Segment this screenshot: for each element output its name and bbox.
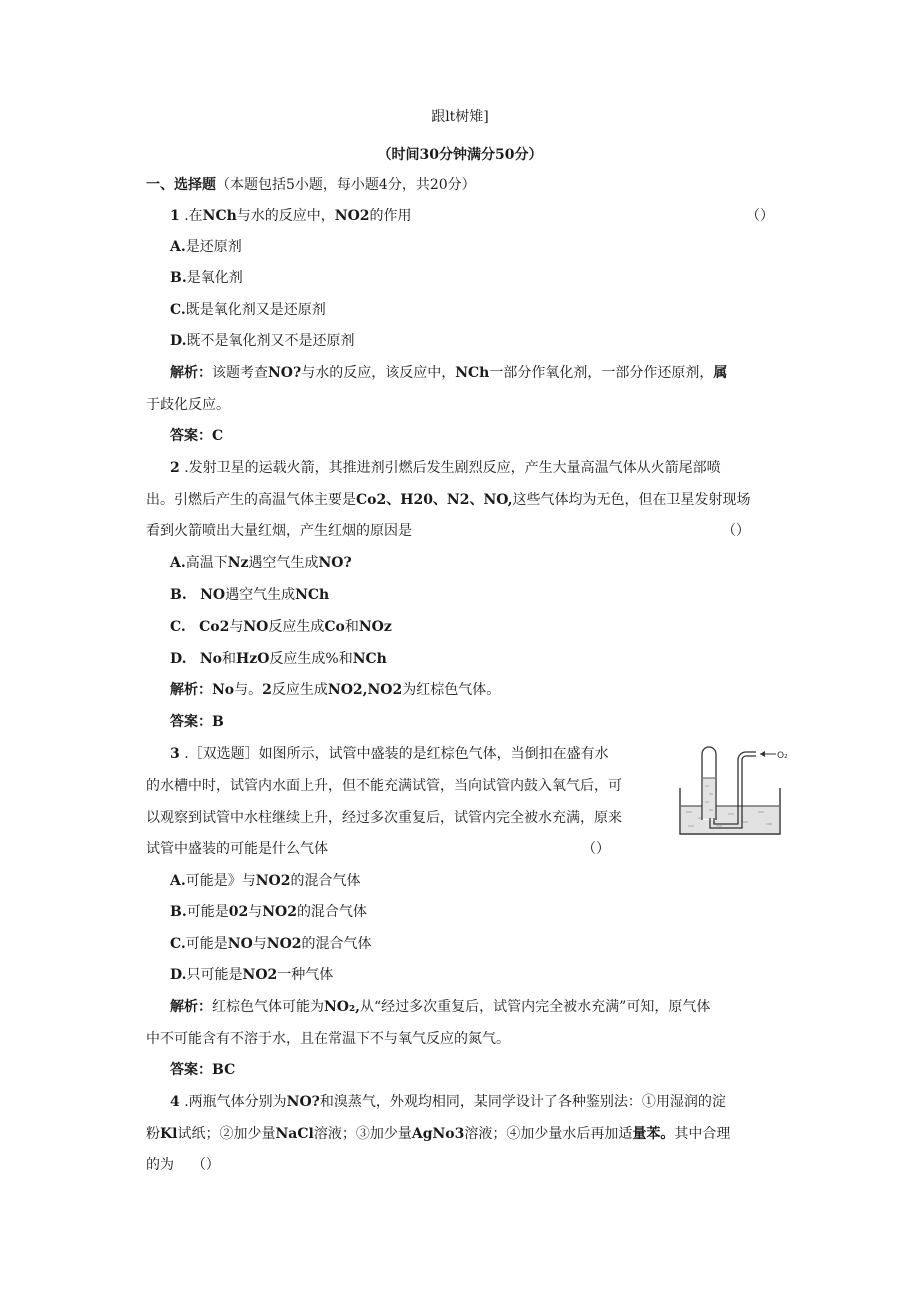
analysis-label: 解析： [170,682,212,698]
option-text: 与 [252,936,267,952]
q2-text: 出。引燃后产生的高温气体主要是 [146,492,356,508]
option-text: 的混合气体 [301,936,372,952]
q2-stem-line3: 看到火箭喷出大量红烟，产生红烟的原因是 [146,523,412,539]
option-text: 既是氧化剂又是还原剂 [185,302,326,318]
q3-stem-line1 [170,745,609,763]
section-label: 一、选择题 [146,177,216,193]
q2-answer [170,713,224,731]
q4-answer-paren: （） [191,1157,220,1173]
q2-answer-paren: （） [722,523,750,539]
apparatus-figure [676,740,786,840]
q1-option-c [170,301,326,319]
section-note: （本题包括5小题，每小题4分，共20分） [216,177,476,193]
option-formula: NO [243,619,269,635]
option-letter: A. [170,555,186,571]
analysis-text: 一部分作氧化剂，一部分作还原剂， [489,365,714,381]
option-letter: A. [170,239,186,255]
q4-number: 4 [170,1094,180,1110]
analysis-label: 解析： [170,365,212,381]
analysis-label: 解析： [170,999,212,1015]
analysis-formula: No [212,682,235,698]
q4-text: 溶液；③加少量 [313,1126,412,1142]
option-formula: 02 [228,904,249,920]
q1-stem-text: .在 [179,208,203,224]
option-letter: B. [170,587,187,603]
analysis-formula: NCh [455,365,490,381]
q3-text: 如图所示，试管中盛装的是红棕色气体，当倒扣在盛有水 [258,746,609,762]
analysis-formula: NO2,NO2 [327,682,403,698]
option-text: 一种气体 [277,967,334,983]
q4-stem-line2 [146,1125,730,1143]
analysis-text: 与。 [234,682,263,698]
option-text: 是还原剂 [185,239,242,255]
q2-option-b [170,586,329,604]
q4-text: 试纸；②加少量 [177,1126,276,1142]
option-text: 的混合气体 [296,904,367,920]
q1-answer-paren: （） [746,208,774,224]
option-text: 和 [344,619,359,635]
option-text: 反应生成%和 [269,651,353,667]
option-text: 是氧化剂 [186,270,243,286]
q1-stem-formula-2: NO2 [334,208,370,224]
figure-o2-label: O₂ [777,751,788,761]
q2-stem-line2 [146,491,751,509]
q4-text-bold: 量苯。 [632,1126,675,1142]
q4-formula: Kl [160,1126,178,1142]
q2-option-a [170,554,352,572]
option-formula: Co2 [199,619,230,635]
option-text: 只可能是 [186,967,243,983]
analysis-text: 该题考查 [212,365,268,381]
q3-number: 3 [170,746,180,762]
option-formula: NO2 [262,904,297,920]
q4-text: 溶液；④加少量水后再加适 [464,1126,633,1142]
analysis-text: 反应生成 [271,682,328,698]
q4-text: .两瓶气体分别为 [179,1094,287,1110]
option-text: 既不是氧化剂又不是还原剂 [186,333,355,349]
option-letter: D. [170,333,187,349]
option-text: 遇空气生成 [225,587,296,603]
analysis-text: 从“经过多次重复后，试管内完全被水充满”可知，原气体 [360,999,711,1015]
option-formula: NO? [318,555,352,571]
option-formula: HzO [236,651,270,667]
q1-number: 1 [170,208,180,224]
q2-text: .发射卫星的运载火箭，其推进剂引燃后发生剧烈反应，产生大量高温气体从火箭尾部喷 [179,460,721,476]
option-text: 可能是》与 [185,873,256,889]
page-title: 跟lt树雉] [431,109,489,125]
option-text: 遇空气生成 [248,555,319,571]
answer-label: 答案： [170,1062,212,1078]
option-formula: NO2 [242,967,278,983]
q3-option-c [170,935,372,953]
q3-option-a [170,872,360,890]
option-text: 和 [222,651,237,667]
option-letter: D. [170,651,187,667]
option-formula: NO [200,587,226,603]
q2-text: 这些气体均为无色，但在卫星发射现场 [512,492,751,508]
q3-tag: .［双选题］ [179,746,259,762]
q3-answer [170,1061,235,1079]
q1-stem-text-2: 与水的反应中， [236,208,335,224]
answer-value: B [212,714,224,730]
option-text: 的混合气体 [290,873,361,889]
analysis-formula: 2 [262,682,272,698]
option-text: 高温下 [185,555,228,571]
option-letter: A. [170,873,186,889]
q4-stem-line3 [146,1156,220,1174]
q4-formula: NO? [286,1094,320,1110]
answer-label: 答案： [170,714,212,730]
q4-formula: NaCl [275,1126,314,1142]
option-letter: B. [170,904,187,920]
q2-analysis [170,681,500,699]
answer-value: C [212,428,224,444]
option-text: 可能是 [185,936,228,952]
q3-stem-line4: 试管中盛装的可能是什么气体 [146,841,328,857]
option-formula: No [199,651,223,667]
q3-analysis [170,998,710,1016]
q1-option-b [170,269,243,287]
q2-option-d [170,650,387,668]
q1-stem-formula-1: NCh [202,208,237,224]
q4-text: 和溴蒸气，外观均相同，某同学设计了各种鉴别法：①用湿润的淀 [319,1094,726,1110]
option-letter: B. [170,270,187,286]
q4-text: 粉 [146,1126,160,1142]
q1-stem-text-3: 的作用 [369,208,412,224]
analysis-text: 红棕色气体可能为 [212,999,324,1015]
option-text: 与 [229,619,244,635]
q4-stem-line1 [170,1093,726,1111]
analysis-formula: NO₂, [324,999,360,1015]
q3-analysis-cont: 中不可能含有不溶于水，且在常温下不与氧气反应的氮气。 [146,1031,510,1047]
answer-label: 答案： [170,428,212,444]
answer-value: BC [212,1062,236,1078]
option-formula: NCh [352,651,387,667]
q1-answer [170,427,223,445]
option-formula: NO [227,936,253,952]
q1-stem [170,207,412,225]
option-letter: C. [170,619,186,635]
q2-formula: Co2、H20、N2、NO, [356,492,513,508]
option-letter: C. [170,302,186,318]
q1-analysis-cont: 于歧化反应。 [146,397,230,413]
q3-option-d [170,966,333,984]
option-formula: NO2 [255,873,291,889]
option-text: 反应生成 [268,619,325,635]
option-letter: C. [170,936,186,952]
option-formula: NO2 [266,936,302,952]
analysis-text: 为红棕色气体。 [402,682,501,698]
analysis-text: 与水的反应，该反应中， [301,365,456,381]
option-text: 可能是 [186,904,229,920]
q2-number: 2 [170,460,180,476]
option-formula: Nz [227,555,249,571]
option-formula: Co [324,619,345,635]
option-letter: D. [170,967,187,983]
q1-analysis [170,364,727,382]
page-subtitle: （时间30分钟满分50分） [377,147,543,163]
option-formula: NOz [358,619,392,635]
option-formula: NCh [295,587,330,603]
q4-formula: AgNo3 [411,1126,465,1142]
section-heading [146,176,476,194]
q4-text: 的为 [146,1157,174,1173]
analysis-text: 属 [713,365,728,381]
q4-text: 其中合理 [674,1126,731,1142]
q2-stem-line1 [170,459,721,477]
option-text: 与 [248,904,263,920]
analysis-formula: NO? [268,365,302,381]
q3-option-b [170,903,367,921]
q1-option-d [170,332,355,350]
q3-stem-line2: 的水槽中时，试管内水面上升，但不能充满试管，当向试管内鼓入氧气后，可 [146,778,622,794]
q3-stem-line3: 以观察到试管中水柱继续上升，经过多次重复后，试管内完全被水充满，原来 [146,810,622,826]
q2-option-c [170,618,392,636]
q1-option-a [170,238,242,256]
q3-answer-paren: （） [582,841,610,857]
